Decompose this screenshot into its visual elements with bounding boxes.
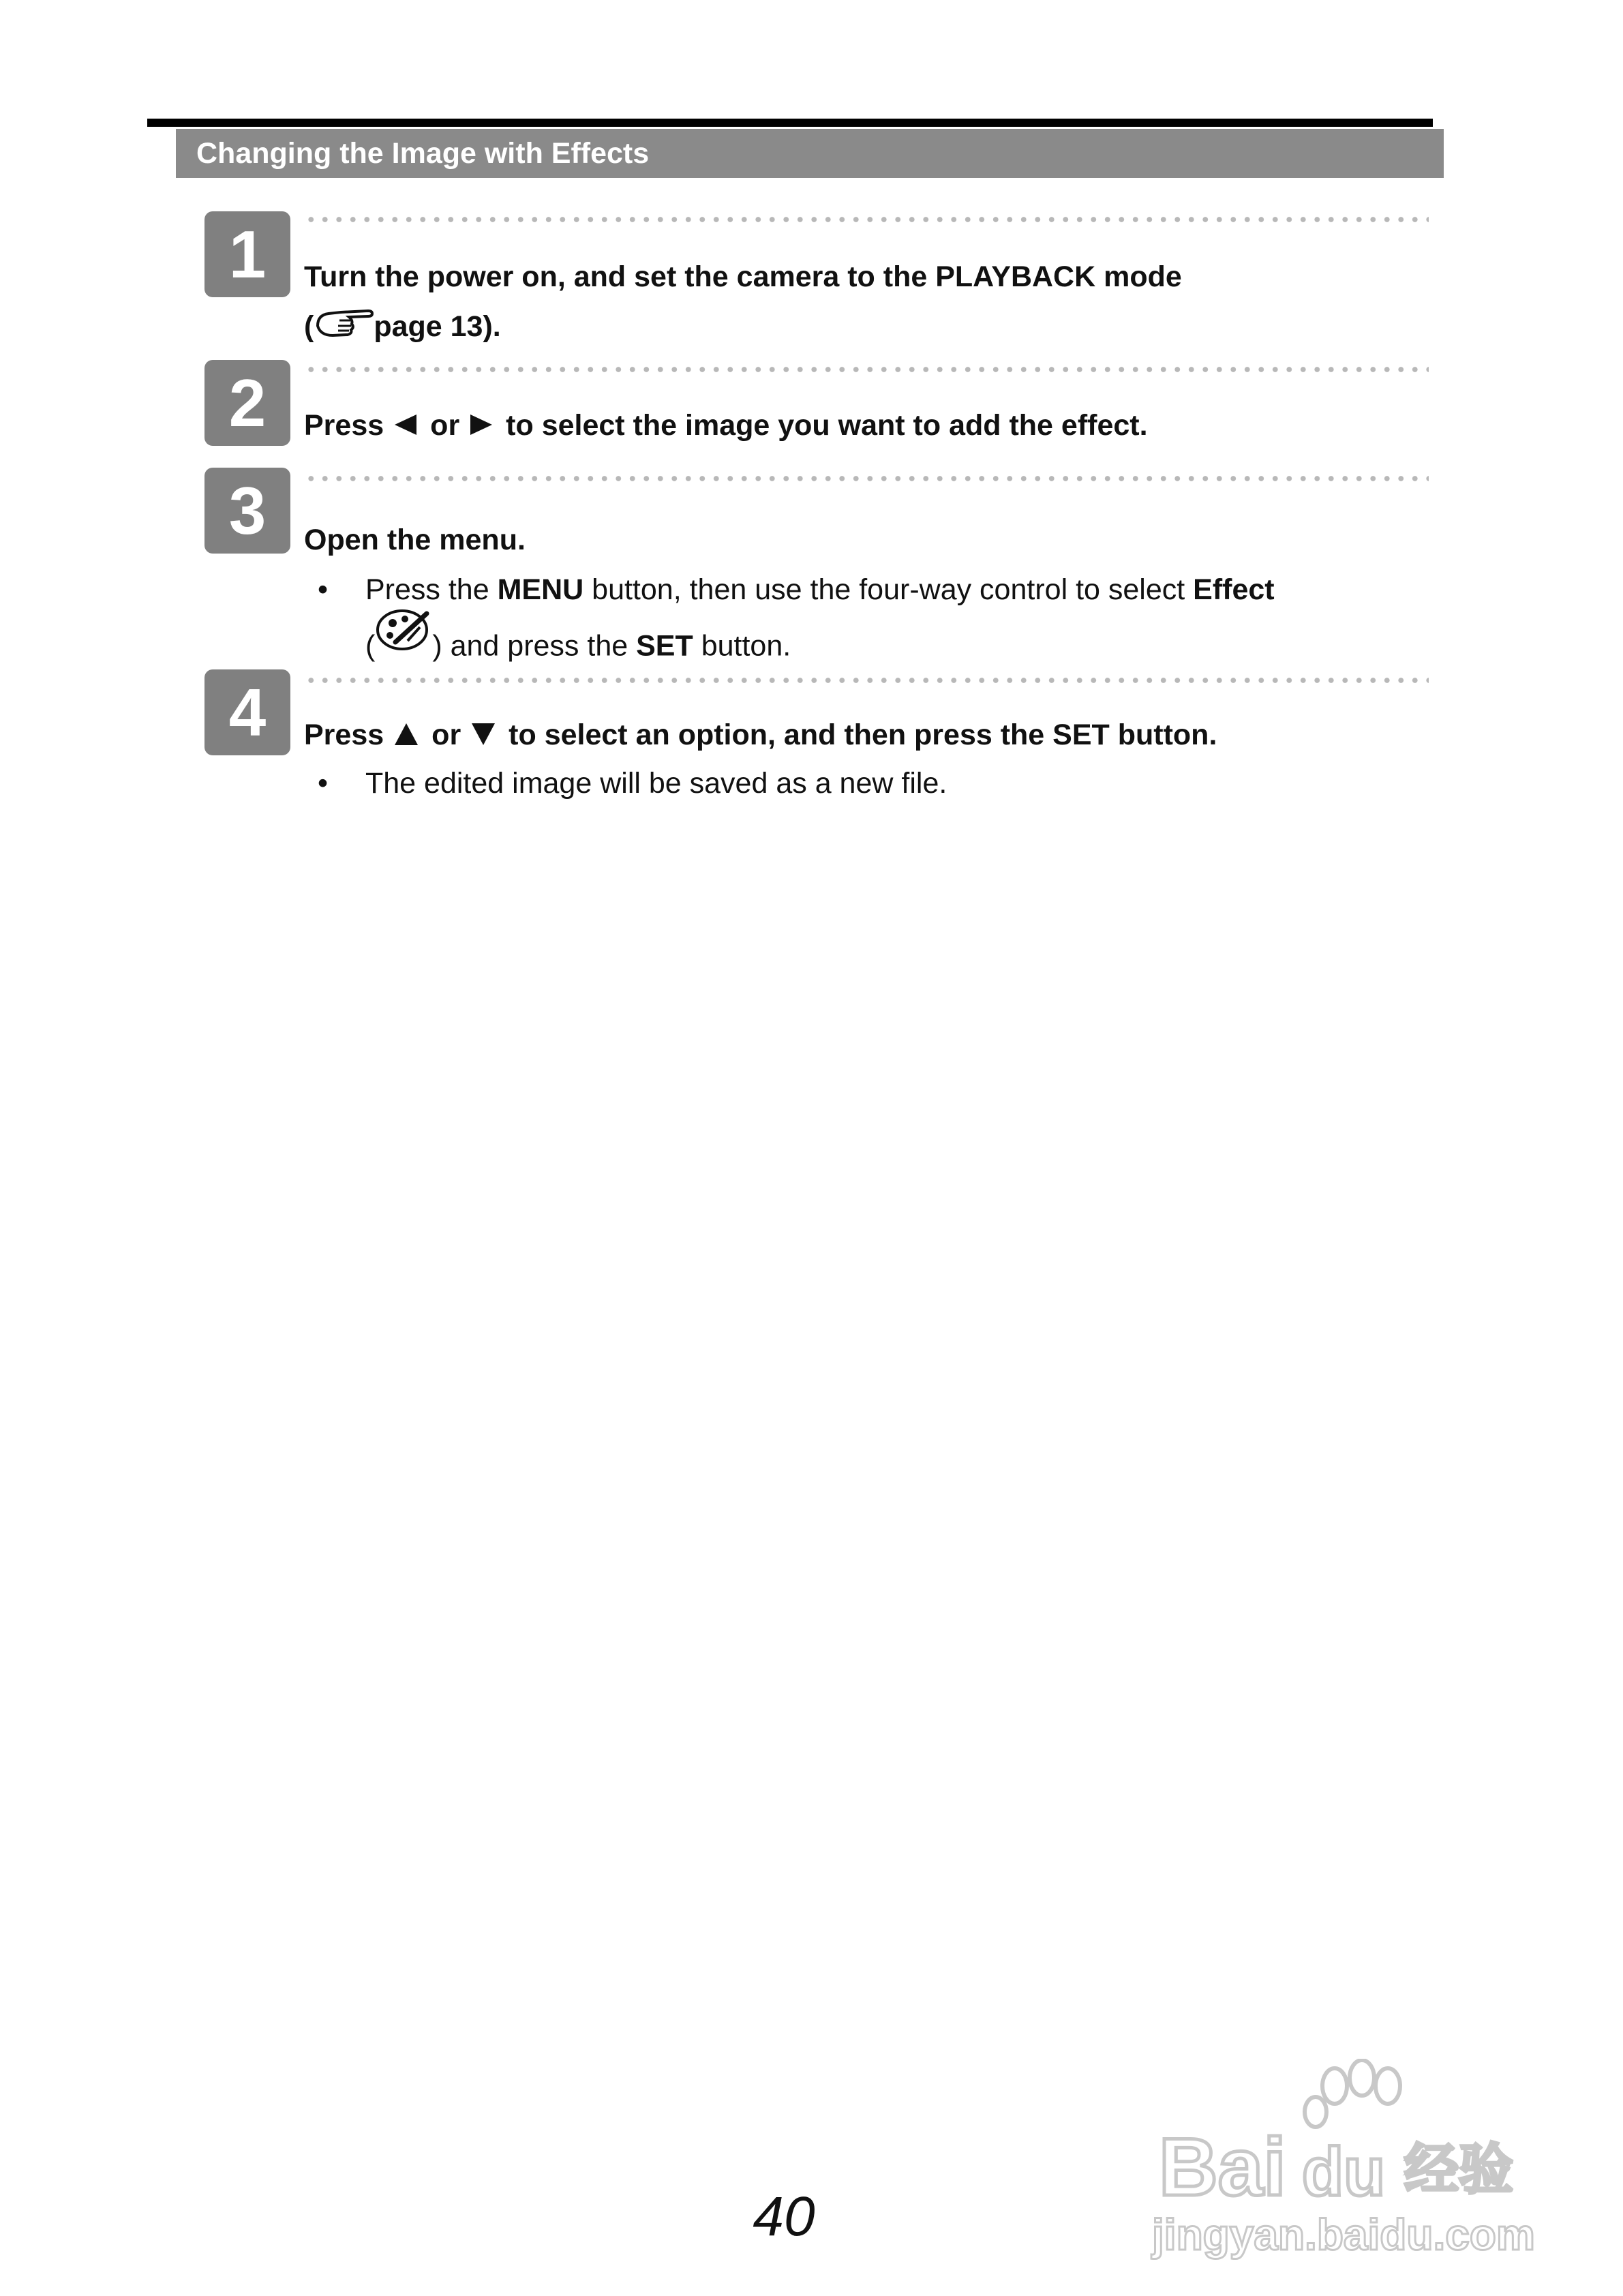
step-2-rest: to select the image you want to add the effect. [506, 409, 1148, 442]
step-1-divider [304, 217, 1429, 222]
step-2-text [304, 401, 1148, 452]
step-3-bullet-t2: button, then use the four-way control to select [583, 573, 1194, 606]
step-1-badge: 1 [204, 211, 290, 297]
step-4-divider [304, 678, 1429, 683]
svg-text:经验: 经验 [1404, 2138, 1513, 2201]
page-number: 40 [753, 2186, 815, 2248]
step-1-ref-open: ( [304, 310, 314, 343]
pointing-hand-icon [314, 304, 374, 353]
bullet-glyph: • [318, 573, 329, 606]
step-3-bullet-open: ( [365, 629, 376, 663]
effect-palette-icon [375, 607, 432, 669]
bullet-glyph: • [318, 767, 329, 800]
step-3-heading: Open the menu. [304, 524, 526, 556]
step-3-bullet-t3: ) and press the [432, 629, 637, 663]
step-2-badge: 2 [204, 360, 290, 446]
step-4-bullet [318, 758, 947, 809]
menu-keyword: MENU [497, 573, 584, 606]
step-4-bullet-text: The edited image will be saved as a new file. [365, 767, 947, 800]
section-header: Changing the Image with Effects [176, 129, 1444, 178]
svg-text:du: du [1302, 2134, 1386, 2210]
down-arrow-icon [470, 712, 496, 761]
step-4-text [304, 710, 1217, 761]
up-arrow-icon [393, 712, 419, 761]
right-arrow-icon [469, 403, 494, 452]
step-1-ref-page: page 13). [374, 310, 501, 343]
step-3-bullet-cont [365, 616, 791, 679]
baidu-watermark-logo [1145, 2059, 1554, 2263]
svg-text:jingyan.baidu.com: jingyan.baidu.com [1152, 2210, 1535, 2259]
effect-keyword: Effect [1193, 573, 1275, 606]
top-rule [147, 119, 1433, 127]
set-keyword: SET [636, 629, 693, 663]
step-3-bullet-t1: Press the [365, 573, 498, 606]
step-3-bullet-t4: button. [693, 629, 791, 663]
step-1-reference [304, 302, 501, 353]
step-4-or: or [431, 719, 461, 751]
step-3-badge: 3 [204, 468, 290, 554]
step-1-text: Turn the power on, and set the camera to the PLAYBACK mode [304, 260, 1182, 293]
step-4-press: Press [304, 719, 384, 751]
step-3-bullet [318, 564, 1275, 616]
step-2-or: or [430, 409, 460, 442]
step-2-divider [304, 367, 1429, 372]
step-2-press: Press [304, 409, 384, 442]
step-4-badge: 4 [204, 669, 290, 755]
step-4-rest: to select an option, and then press the SET button. [509, 719, 1217, 751]
left-arrow-icon [393, 403, 418, 452]
step-3-divider [304, 476, 1429, 481]
svg-text:Bai: Bai [1159, 2121, 1286, 2213]
